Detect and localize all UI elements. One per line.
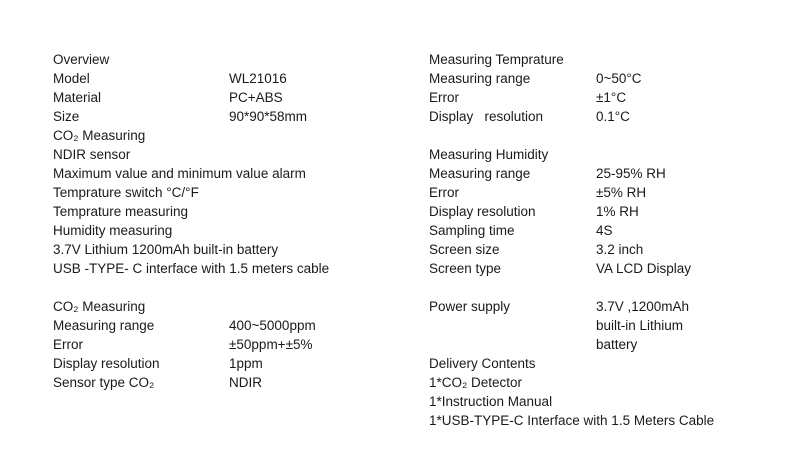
spec-row-co2-range <box>53 316 393 335</box>
humidity-heading: Measuring Humidity <box>429 147 549 162</box>
spec-row-material <box>53 88 393 107</box>
section-gap <box>429 126 769 145</box>
feature-item: NDIR sensor <box>53 147 131 162</box>
feature-item: 3.7V Lithium 1200mAh built-in battery <box>53 242 279 257</box>
spec-label: Display resolution <box>53 356 160 371</box>
spec-row-power-supply <box>429 297 769 316</box>
spec-row-model <box>53 69 393 88</box>
spec-row-temp-error <box>429 88 769 107</box>
feature-item: Temprature switch °C/°F <box>53 185 199 200</box>
spec-row-temp-range <box>429 69 769 88</box>
spec-value: 1% RH <box>596 204 639 219</box>
spec-label: Measuring range <box>53 318 155 333</box>
spec-row-screen-type <box>429 259 769 278</box>
spec-label: Sampling time <box>429 223 515 238</box>
spec-row-co2-resolution <box>53 354 393 373</box>
delivery-item: 1*Instruction Manual <box>429 394 553 409</box>
spec-row-temp-resolution <box>429 107 769 126</box>
spec-label: Display resolution <box>429 204 536 219</box>
feature-item: CO₂ Measuring <box>53 128 146 143</box>
spec-label: Material <box>53 90 102 105</box>
spec-value: 1ppm <box>229 356 263 371</box>
temperature-heading: Measuring Temprature <box>429 52 564 67</box>
power-supply-continued <box>429 335 769 354</box>
spec-label: Sensor type CO₂ <box>53 375 155 390</box>
spec-value: 4S <box>596 223 613 238</box>
feature-item: USB -TYPE- C interface with 1.5 meters cable <box>53 261 330 276</box>
spec-row-sensor-type <box>53 373 393 392</box>
feature-item: Humidity measuring <box>53 223 173 238</box>
spec-value: WL21016 <box>229 71 287 86</box>
power-supply-continued <box>429 316 769 335</box>
spec-label: Screen type <box>429 261 502 276</box>
feature-item: Maximum value and minimum value alarm <box>53 166 306 181</box>
section-gap <box>429 278 769 297</box>
spec-value: 0.1°C <box>596 109 630 124</box>
spec-label: Measuring range <box>429 166 531 181</box>
spec-row-sampling-time <box>429 221 769 240</box>
spec-value: battery <box>596 337 638 352</box>
delivery-heading: Delivery Contents <box>429 356 536 371</box>
spec-value: 3.7V ,1200mAh <box>596 299 690 314</box>
spec-value: 400~5000ppm <box>229 318 316 333</box>
overview-heading: Overview <box>53 52 110 67</box>
spec-label: Error <box>429 90 459 105</box>
spec-label: Power supply <box>429 299 511 314</box>
spec-row-screen-size <box>429 240 769 259</box>
spec-value: built-in Lithium <box>596 318 684 333</box>
spec-row-hum-range <box>429 164 769 183</box>
co2-heading: CO₂ Measuring <box>53 299 146 314</box>
spec-row-hum-error <box>429 183 769 202</box>
spec-label: Error <box>429 185 459 200</box>
spec-value: VA LCD Display <box>596 261 692 276</box>
spec-value: 3.2 inch <box>596 242 644 257</box>
spec-row-co2-error <box>53 335 393 354</box>
spec-label: Error <box>53 337 83 352</box>
spec-value: NDIR <box>229 375 262 390</box>
left-column <box>53 50 393 392</box>
spec-label: Measuring range <box>429 71 531 86</box>
delivery-item: 1*CO₂ Detector <box>429 375 523 390</box>
spec-label: Size <box>53 109 80 124</box>
spec-value: ±50ppm+±5% <box>229 337 313 352</box>
delivery-item: 1*USB-TYPE-C Interface with 1.5 Meters Cable <box>429 413 715 428</box>
right-column <box>429 50 769 430</box>
spec-row-size <box>53 107 393 126</box>
spec-label: Model <box>53 71 90 86</box>
spec-value: 0~50°C <box>596 71 642 86</box>
spec-label: Screen size <box>429 242 500 257</box>
spec-value: 90*90*58mm <box>229 109 308 124</box>
spec-value: PC+ABS <box>229 90 283 105</box>
spec-row-hum-resolution <box>429 202 769 221</box>
section-gap <box>53 278 393 297</box>
spec-value: ±1°C <box>596 90 627 105</box>
spec-label: Display resolution <box>429 109 544 124</box>
feature-item: Temprature measuring <box>53 204 189 219</box>
spec-value: ±5% RH <box>596 185 647 200</box>
spec-value: 25-95% RH <box>596 166 666 181</box>
